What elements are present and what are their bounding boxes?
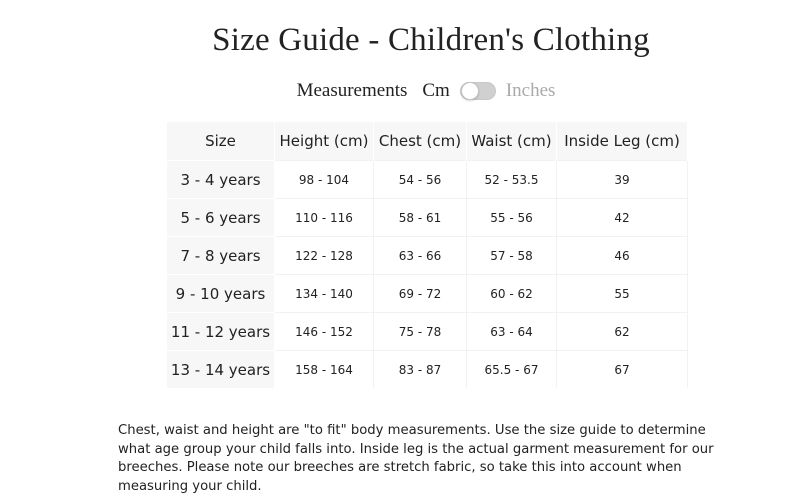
chest-cell: 63 - 66 [374,237,467,275]
column-header-inside-leg: Inside Leg (cm) [557,122,688,161]
height-cell: 122 - 128 [275,237,374,275]
inside-leg-cell: 42 [557,199,688,237]
size-cell: 7 - 8 years [167,237,275,275]
chest-cell: 69 - 72 [374,275,467,313]
height-cell: 110 - 116 [275,199,374,237]
height-cell: 134 - 140 [275,275,374,313]
size-cell: 9 - 10 years [167,275,275,313]
unit-option-cm[interactable]: Cm [422,80,450,101]
chest-cell: 54 - 56 [374,161,467,199]
unit-toggle-knob [461,82,479,100]
inside-leg-cell: 67 [557,351,688,389]
size-guide-note: Chest, waist and height are "to fit" body measurements. Use the size guide to determine what age group your child falls into. Inside leg is the actual garment measurement for our breeches. Please note our breeches are stretch fabric, so take this into account when measuring your child. [118,423,714,494]
height-cell: 158 - 164 [275,351,374,389]
table-row [167,199,688,237]
column-header-size: Size [167,122,275,161]
waist-cell: 63 - 64 [467,313,557,351]
unit-switcher [0,78,800,104]
waist-cell: 57 - 58 [467,237,557,275]
chest-cell: 83 - 87 [374,351,467,389]
chest-cell: 58 - 61 [374,199,467,237]
waist-cell: 65.5 - 67 [467,351,557,389]
size-cell: 13 - 14 years [167,351,275,389]
table-row [167,237,688,275]
chest-cell: 75 - 78 [374,313,467,351]
measurements-label: Measurements [296,80,408,101]
column-header-height: Height (cm) [275,122,374,161]
table-row [167,275,688,313]
column-header-chest: Chest (cm) [374,122,467,161]
inside-leg-cell: 39 [557,161,688,199]
waist-cell: 52 - 53.5 [467,161,557,199]
inside-leg-cell: 62 [557,313,688,351]
inside-leg-cell: 55 [557,275,688,313]
unit-toggle[interactable] [460,82,496,100]
inside-leg-cell: 46 [557,237,688,275]
page-title: Size Guide - Children's Clothing [212,22,650,58]
waist-cell: 60 - 62 [467,275,557,313]
size-cell: 11 - 12 years [167,313,275,351]
table-header-row [167,122,688,161]
height-cell: 146 - 152 [275,313,374,351]
table-row [167,351,688,389]
unit-option-inches[interactable]: Inches [505,80,556,101]
waist-cell: 55 - 56 [467,199,557,237]
column-header-waist: Waist (cm) [467,122,557,161]
height-cell: 98 - 104 [275,161,374,199]
table-row [167,161,688,199]
size-table [167,122,688,388]
table-row [167,313,688,351]
size-cell: 5 - 6 years [167,199,275,237]
size-cell: 3 - 4 years [167,161,275,199]
